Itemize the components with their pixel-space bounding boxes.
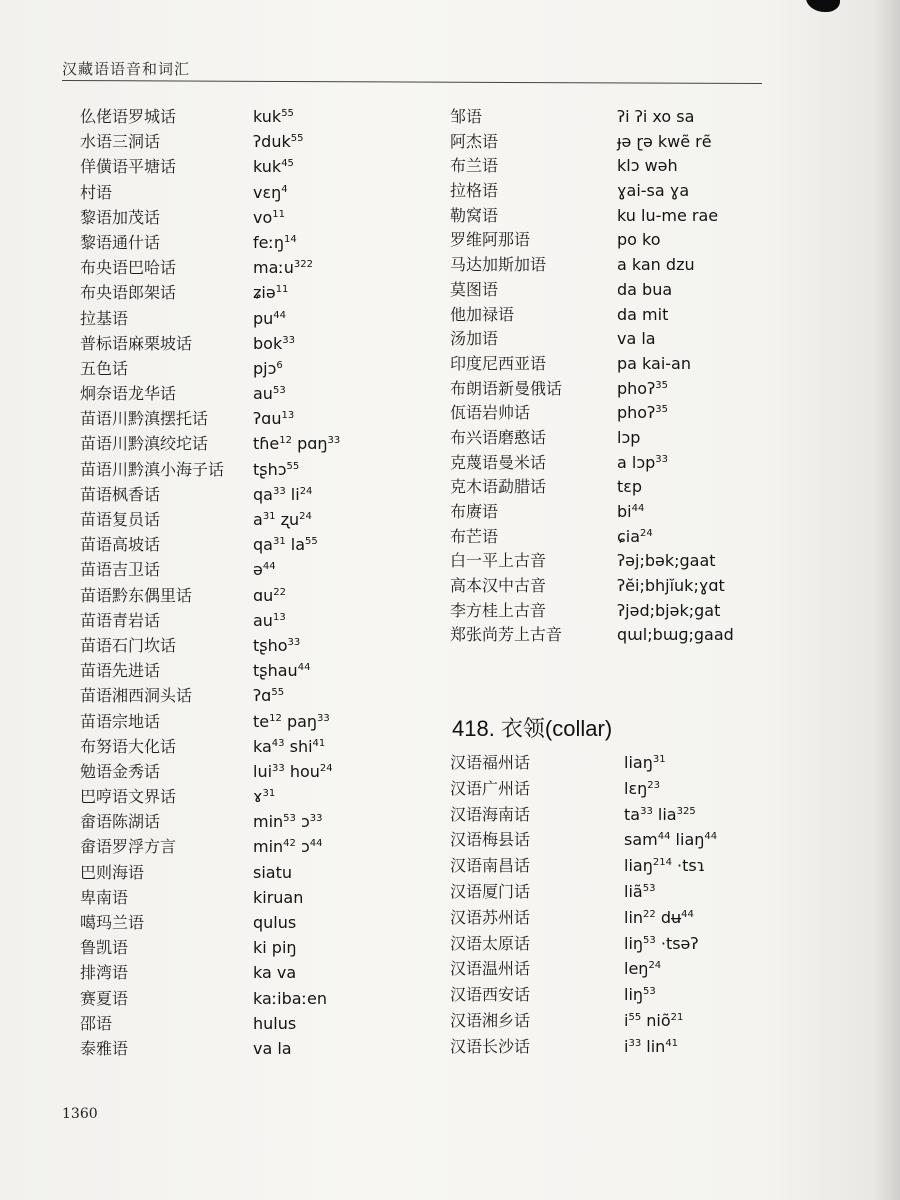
dialect-name: 苗语先进话 bbox=[80, 661, 161, 681]
phonetic-form: po ko bbox=[617, 230, 661, 250]
dialect-name: 汉语苏州话 bbox=[450, 907, 531, 927]
list-item bbox=[450, 499, 734, 524]
list-item bbox=[80, 356, 340, 381]
dialect-name: 佤语岩帅话 bbox=[450, 403, 531, 423]
phonetic-form: ɣai-sa ɣa bbox=[617, 181, 690, 201]
dialect-name: 布朗语新曼俄话 bbox=[450, 378, 563, 398]
phonetic-form: $au^{53}$ bbox=[253, 384, 286, 404]
phonetic-form: ʔduk$^{55}$ bbox=[253, 132, 304, 152]
phonetic-form: va la bbox=[253, 1038, 292, 1058]
phonetic-form: $\min^{53}$ ɔ$^{33}$ bbox=[253, 812, 323, 832]
list-item bbox=[80, 104, 340, 129]
phonetic-form: ʔəj;bək;gaat bbox=[617, 551, 716, 571]
phonetic-form: ki piŋ bbox=[253, 938, 297, 958]
phonetic-form: $pu^{44}$ bbox=[253, 308, 287, 328]
dialect-name: 苗语复员话 bbox=[80, 510, 161, 529]
list-item bbox=[450, 400, 734, 425]
list-item bbox=[450, 227, 734, 252]
list-item bbox=[80, 910, 340, 935]
dialect-name: 佯僙语平塘话 bbox=[80, 157, 177, 177]
phonetic-form: $ka^{43}$ shi$^{41}$ bbox=[253, 736, 326, 756]
dialect-name: 罗维阿那语 bbox=[450, 230, 531, 250]
list-item bbox=[450, 905, 717, 931]
list-item bbox=[450, 827, 717, 853]
phonetic-form: $i^{55}$ niõ$^{21}$ bbox=[624, 1010, 684, 1030]
dialect-name: 布努语大化话 bbox=[80, 736, 177, 756]
list-item bbox=[450, 622, 734, 647]
list-item bbox=[80, 1036, 340, 1061]
left-column bbox=[80, 104, 340, 1061]
dialect-name: 莫图语 bbox=[450, 279, 499, 299]
dialect-name: 苗语湘西洞头话 bbox=[80, 686, 193, 706]
list-item bbox=[450, 1034, 717, 1060]
dialect-name: 克木语勐腊话 bbox=[450, 477, 547, 497]
list-item bbox=[80, 532, 340, 557]
phonetic-form: ɕia$^{24}$ bbox=[617, 526, 653, 546]
list-item bbox=[450, 1008, 717, 1034]
corner-ink-mark bbox=[806, 0, 840, 12]
dialect-name: 苗语枫香话 bbox=[80, 484, 161, 504]
list-item bbox=[450, 351, 734, 376]
dialect-name: 汉语温州话 bbox=[450, 959, 531, 979]
dialect-name: 噶玛兰语 bbox=[80, 913, 145, 932]
dialect-name: 布央语郎架话 bbox=[80, 283, 177, 303]
phonetic-form: liaŋ$^{31}$ bbox=[624, 753, 666, 772]
dialect-name: 汉语太原话 bbox=[450, 933, 531, 953]
list-item bbox=[450, 302, 734, 327]
phonetic-form: kuk$^{45}$ bbox=[253, 157, 294, 177]
dialect-name: 苗语川黔滇绞坨话 bbox=[80, 434, 209, 454]
dialect-name: 仫佬语罗城话 bbox=[80, 107, 177, 126]
list-item bbox=[450, 277, 734, 302]
phonetic-form: siatu bbox=[253, 862, 292, 882]
list-item bbox=[450, 931, 717, 957]
phonetic-form: $ta^{33}$ lia$^{325}$ bbox=[624, 804, 696, 824]
phonetic-form: vɛŋ$^4$ bbox=[253, 182, 288, 202]
phonetic-form: sam$^{44}$ liaŋ$^{44}$ bbox=[624, 830, 718, 850]
list-item bbox=[80, 306, 340, 331]
phonetic-form: ɟə ɽə kwẽ rẽ bbox=[617, 131, 712, 151]
phonetic-form: phoʔ$^{35}$ bbox=[617, 378, 668, 398]
dialect-name: 高本汉中古音 bbox=[450, 576, 547, 596]
dialect-name: 苗语石门坎话 bbox=[80, 635, 177, 655]
list-item bbox=[80, 230, 340, 255]
list-item bbox=[80, 180, 340, 205]
dialect-name: 苗语川黔滇小海子话 bbox=[80, 459, 225, 479]
phonetic-form: feːŋ$^{14}$ bbox=[253, 232, 297, 252]
list-item bbox=[80, 734, 340, 759]
section-title: 418. 衣领(collar) bbox=[452, 716, 613, 741]
dialect-name: 汉语梅县话 bbox=[450, 830, 531, 850]
dialect-name: 黎语加茂话 bbox=[80, 207, 161, 227]
phonetic-form: ə$^{44}$ bbox=[253, 560, 276, 580]
list-item bbox=[80, 205, 340, 230]
dialect-name: 汉语长沙话 bbox=[450, 1036, 531, 1056]
dialect-name: 卑南语 bbox=[80, 887, 129, 907]
dialect-name: 村语 bbox=[80, 182, 113, 202]
dialect-name: 白一平上古音 bbox=[450, 551, 547, 571]
phonetic-form: ʔɑ$^{55}$ bbox=[253, 686, 285, 706]
list-item bbox=[450, 573, 734, 598]
dialect-name: 汤加语 bbox=[450, 329, 499, 349]
list-item bbox=[450, 598, 734, 623]
dialect-name: 汉语福州话 bbox=[450, 753, 531, 772]
dialect-name: 畲语罗浮方言 bbox=[80, 837, 177, 857]
list-item bbox=[450, 474, 734, 499]
phonetic-form: $te^{12}$ paŋ$^{33}$ bbox=[253, 711, 330, 731]
phonetic-form: kuk$^{55}$ bbox=[253, 107, 294, 126]
list-item bbox=[80, 759, 340, 784]
dialect-name: 布兴语磨憨话 bbox=[450, 427, 547, 447]
phonetic-form: klɔ wəh bbox=[617, 156, 678, 176]
dialect-name: 郑张尚芳上古音 bbox=[450, 625, 563, 645]
dialect-name: 布兰语 bbox=[450, 156, 499, 176]
dialect-name: 鲁凯语 bbox=[80, 938, 129, 958]
page-edge-shadow bbox=[872, 0, 900, 1200]
phonetic-form: qulus bbox=[253, 913, 297, 932]
dialect-name: 拉基语 bbox=[80, 308, 129, 328]
phonetic-form: $qa^{31}$ $la^{55}$ bbox=[253, 535, 318, 555]
list-item bbox=[450, 252, 734, 277]
phonetic-form: $i^{33}$ lin$^{41}$ bbox=[624, 1036, 679, 1056]
phonetic-form: leŋ$^{24}$ bbox=[624, 959, 662, 979]
list-item bbox=[80, 255, 340, 280]
dialect-name: 拉格语 bbox=[450, 181, 499, 201]
phonetic-form: ʔĕi;bhjĭuk;ɣɑt bbox=[617, 576, 725, 596]
dialect-name: 印度尼西亚语 bbox=[450, 353, 547, 373]
list-item bbox=[80, 960, 340, 985]
dialect-name: 勉语金秀话 bbox=[80, 761, 161, 781]
dialect-name: 苗语青岩话 bbox=[80, 610, 161, 630]
section-entries bbox=[450, 750, 717, 1060]
phonetic-form: tɦe$^{12}$ pɑŋ$^{33}$ bbox=[253, 434, 341, 454]
phonetic-form: pjɔ$^6$ bbox=[253, 358, 283, 378]
phonetic-form: liaŋ$^{214}$ ·tsɿ bbox=[624, 856, 706, 876]
phonetic-form: ʑiə$^{11}$ bbox=[253, 283, 289, 303]
phonetic-form: liŋ$^{53}$ bbox=[624, 985, 656, 1005]
list-item bbox=[80, 834, 340, 859]
dialect-name: 排湾语 bbox=[80, 963, 129, 983]
dialect-name: 克蔑语曼米话 bbox=[450, 452, 547, 472]
list-item bbox=[80, 280, 340, 305]
dialect-name: 汉语湘乡话 bbox=[450, 1010, 531, 1030]
header-rule bbox=[62, 80, 762, 84]
phonetic-form: $\min^{42}$ ɔ$^{44}$ bbox=[253, 837, 323, 857]
phonetic-form: ku lu-me rae bbox=[617, 205, 719, 225]
list-item bbox=[80, 709, 340, 734]
list-item bbox=[80, 633, 340, 658]
phonetic-form: lin$^{22}$ dʉ$^{44}$ bbox=[624, 907, 694, 927]
phonetic-form: ɤ$^{31}$ bbox=[253, 787, 276, 807]
list-item bbox=[80, 683, 340, 708]
list-item bbox=[450, 982, 717, 1008]
dialect-name: 他加禄语 bbox=[450, 304, 515, 324]
phonetic-form: lɛŋ$^{23}$ bbox=[624, 778, 660, 798]
list-item bbox=[80, 457, 340, 482]
phonetic-form: tʂhau$^{44}$ bbox=[253, 661, 311, 681]
dialect-name: 苗语黔东偶里话 bbox=[80, 585, 193, 605]
dialect-name: 巴哼语文界话 bbox=[80, 787, 177, 807]
list-item bbox=[80, 482, 340, 507]
dialect-name: 汉语海南话 bbox=[450, 804, 531, 824]
list-item bbox=[450, 376, 734, 401]
dialect-name: 邵语 bbox=[80, 1013, 113, 1033]
list-item bbox=[80, 406, 340, 431]
list-item bbox=[450, 802, 717, 828]
dialect-name: 黎语通什话 bbox=[80, 232, 161, 252]
dialect-name: 勒窝语 bbox=[450, 205, 499, 225]
list-item bbox=[450, 524, 734, 549]
list-item bbox=[450, 326, 734, 351]
list-item bbox=[80, 129, 340, 154]
list-item bbox=[450, 956, 717, 982]
list-item bbox=[80, 784, 340, 809]
phonetic-form: da bua bbox=[617, 279, 673, 299]
dialect-name: 巴则海语 bbox=[80, 862, 145, 882]
list-item bbox=[80, 154, 340, 179]
list-item bbox=[450, 879, 717, 905]
phonetic-form: lui$^{33}$ hou$^{24}$ bbox=[253, 761, 333, 781]
list-item bbox=[80, 608, 340, 633]
list-item bbox=[80, 331, 340, 356]
phonetic-form: liŋ$^{53}$ ·tsəʔ bbox=[624, 933, 699, 953]
phonetic-form: kaːibaːen bbox=[253, 988, 327, 1008]
dialect-name: 汉语南昌话 bbox=[450, 856, 531, 876]
phonetic-form: $au^{13}$ bbox=[253, 610, 286, 630]
phonetic-form: $vo^{11}$ bbox=[253, 207, 285, 227]
list-item bbox=[450, 450, 734, 475]
dialect-name: 阿杰语 bbox=[450, 131, 499, 151]
phonetic-form: ka va bbox=[253, 963, 297, 983]
phonetic-form: phoʔ$^{35}$ bbox=[617, 403, 668, 423]
running-header: 汉藏语语音和词汇 bbox=[62, 60, 191, 78]
dialect-name: 水语三洞话 bbox=[80, 132, 161, 152]
list-item bbox=[80, 1011, 340, 1036]
dialect-name: 泰雅语 bbox=[80, 1038, 129, 1058]
phonetic-form: maːu$^{322}$ bbox=[253, 258, 314, 278]
page-number: 1360 bbox=[62, 1106, 98, 1122]
phonetic-form: $a^{31}$ ʐu$^{24}$ bbox=[253, 510, 312, 529]
phonetic-form: tʂho$^{33}$ bbox=[253, 635, 301, 655]
phonetic-form: da mit bbox=[617, 304, 669, 324]
phonetic-form: $qa^{33}$ $li^{24}$ bbox=[253, 484, 313, 504]
list-item bbox=[80, 431, 340, 456]
list-item bbox=[80, 860, 340, 885]
phonetic-form: hulus bbox=[253, 1013, 297, 1033]
dialect-name: 五色话 bbox=[80, 358, 129, 378]
phonetic-form: liã$^{53}$ bbox=[624, 881, 656, 901]
phonetic-form: bok$^{33}$ bbox=[253, 333, 295, 353]
dialect-name: 布央语巴哈话 bbox=[80, 258, 177, 278]
dialect-name: 马达加斯加语 bbox=[450, 255, 547, 275]
list-item bbox=[80, 986, 340, 1011]
dialect-name: 邹语 bbox=[450, 107, 483, 126]
list-item bbox=[450, 776, 717, 802]
dialect-name: 赛夏语 bbox=[80, 988, 129, 1008]
list-item bbox=[450, 853, 717, 879]
dialect-name: 李方桂上古音 bbox=[450, 600, 547, 620]
list-item bbox=[80, 809, 340, 834]
list-item bbox=[450, 548, 734, 573]
list-item bbox=[80, 557, 340, 582]
dialect-name: 布赓语 bbox=[450, 502, 499, 521]
phonetic-form: ʔjəd;bjək;gat bbox=[617, 600, 721, 620]
list-item bbox=[450, 750, 717, 776]
phonetic-form: tʂhɔ$^{55}$ bbox=[253, 459, 300, 479]
dialect-name: 苗语宗地话 bbox=[80, 711, 161, 731]
dialect-name: 畲语陈湖话 bbox=[80, 812, 161, 832]
dialect-name: 汉语广州话 bbox=[450, 778, 531, 798]
list-item bbox=[80, 381, 340, 406]
phonetic-form: tɛp bbox=[617, 477, 643, 497]
phonetic-form: a kan dzu bbox=[617, 255, 695, 275]
list-item bbox=[80, 935, 340, 960]
phonetic-form: kiruan bbox=[253, 887, 304, 907]
list-item bbox=[450, 153, 734, 178]
list-item bbox=[450, 104, 734, 129]
phonetic-form: lɔp bbox=[617, 427, 641, 447]
dialect-name: 苗语高坡话 bbox=[80, 535, 161, 555]
dialect-name: 汉语厦门话 bbox=[450, 881, 531, 901]
phonetic-form: ʔɑu$^{13}$ bbox=[253, 409, 295, 429]
phonetic-form: $bi^{44}$ bbox=[617, 502, 645, 521]
dialect-name: 汉语西安话 bbox=[450, 985, 531, 1005]
phonetic-form: qɯl;bɯɡ;gaad bbox=[617, 625, 734, 645]
phonetic-form: a lɔp$^{33}$ bbox=[617, 452, 669, 472]
dialect-name: 布芒语 bbox=[450, 526, 499, 546]
list-item bbox=[450, 203, 734, 228]
list-item bbox=[450, 178, 734, 203]
list-item bbox=[80, 658, 340, 683]
phonetic-form: va la bbox=[617, 329, 656, 349]
right-column bbox=[450, 104, 734, 647]
list-item bbox=[450, 425, 734, 450]
phonetic-form: pa kai-an bbox=[617, 353, 691, 373]
dialect-name: 苗语吉卫话 bbox=[80, 560, 161, 580]
list-item bbox=[80, 583, 340, 608]
phonetic-form: ʔi ʔi xo sa bbox=[617, 107, 695, 126]
dialect-name: 炯奈语龙华话 bbox=[80, 384, 177, 404]
list-item bbox=[80, 507, 340, 532]
dialect-name: 苗语川黔滇摆托话 bbox=[80, 409, 209, 429]
dialect-name: 普标语麻栗坡话 bbox=[80, 333, 193, 353]
list-item bbox=[450, 129, 734, 154]
list-item bbox=[80, 885, 340, 910]
phonetic-form: ɑu$^{22}$ bbox=[253, 585, 287, 605]
